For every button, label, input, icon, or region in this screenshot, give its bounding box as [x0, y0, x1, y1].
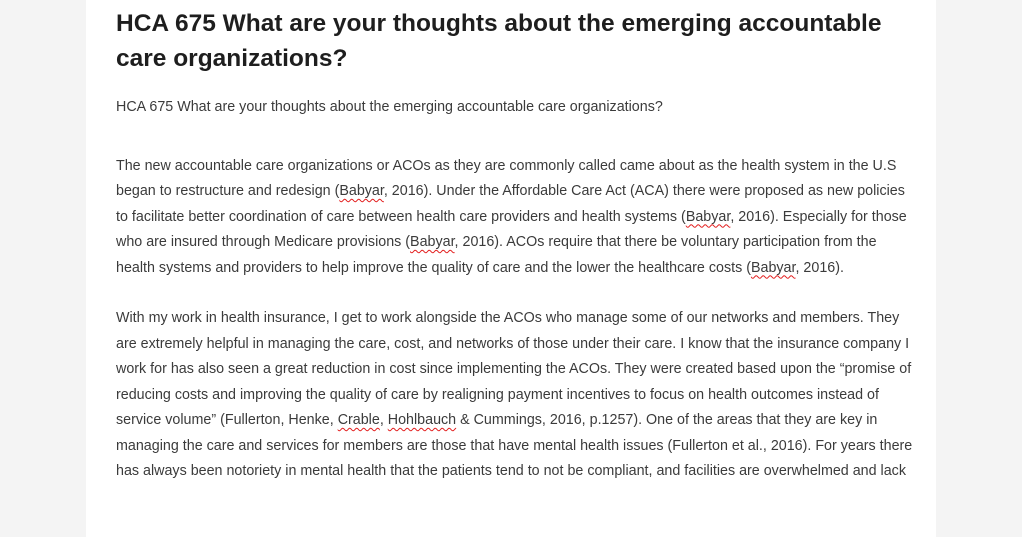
misspelled-word: Crable	[337, 412, 380, 428]
article-subtitle: HCA 675 What are your thoughts about the emerging accountable care organizations?	[116, 99, 663, 115]
page-title: HCA 675 What are your thoughts about the emerging accountable care organizations?	[116, 10, 882, 72]
paragraph-text: , 2016). Especially for those who are insured through Medicare provisions (	[116, 208, 907, 250]
misspelled-word: Babyar	[339, 183, 384, 199]
paragraph-text: The new accountable care organizations or ACOs as they are commonly called came about as the health system in the U.S began to restructure and redesign (	[116, 157, 897, 199]
paragraph-text: , 2016).	[795, 259, 844, 276]
paragraph-text: , 2016). Under the Affordable Care Act (ACA) there were proposed as new policies to facilitate better coordination of care between health care providers and health systems (	[116, 183, 905, 225]
misspelled-word: Babyar	[410, 234, 455, 250]
paragraph-text: & Cummings, 2016, p.1257). One of the areas that they are key in managing the care and services for members are those that have mental health issues (Fullerton et al., 2016). For years there has always been notoriety in mental health that the patients tend to not be compliant, and facilities are overwhelmed and lack	[116, 412, 913, 479]
article-content	[116, 6, 916, 485]
misspelled-word: Babyar	[685, 208, 731, 225]
misspelled-word: Babyar	[750, 259, 796, 276]
misspelled-word: Hohlbauch	[387, 412, 457, 428]
paragraph-text: ,	[379, 412, 388, 428]
paragraph-text: With my work in health insurance, I get to work alongside the ACOs who manage some of our networks and members. They are extremely helpful in managing the care, cost, and networks of those under their care. I know that the insurance company I work for has also seen a great reduction in cost since implementing the ACOs. They were created based upon the “promise of reducing costs and improving the quality of care by realigning payment incentives to focus on health outcomes instead of service volume” (Fullerton, Henke,	[116, 310, 912, 428]
paragraph-2	[116, 306, 916, 485]
paragraph-text: , 2016). ACOs require that there be voluntary participation from the health systems and providers to help improve the quality of care and the lower the healthcare costs (	[116, 234, 877, 276]
paragraph-1	[116, 154, 916, 282]
article-page	[86, 0, 936, 537]
